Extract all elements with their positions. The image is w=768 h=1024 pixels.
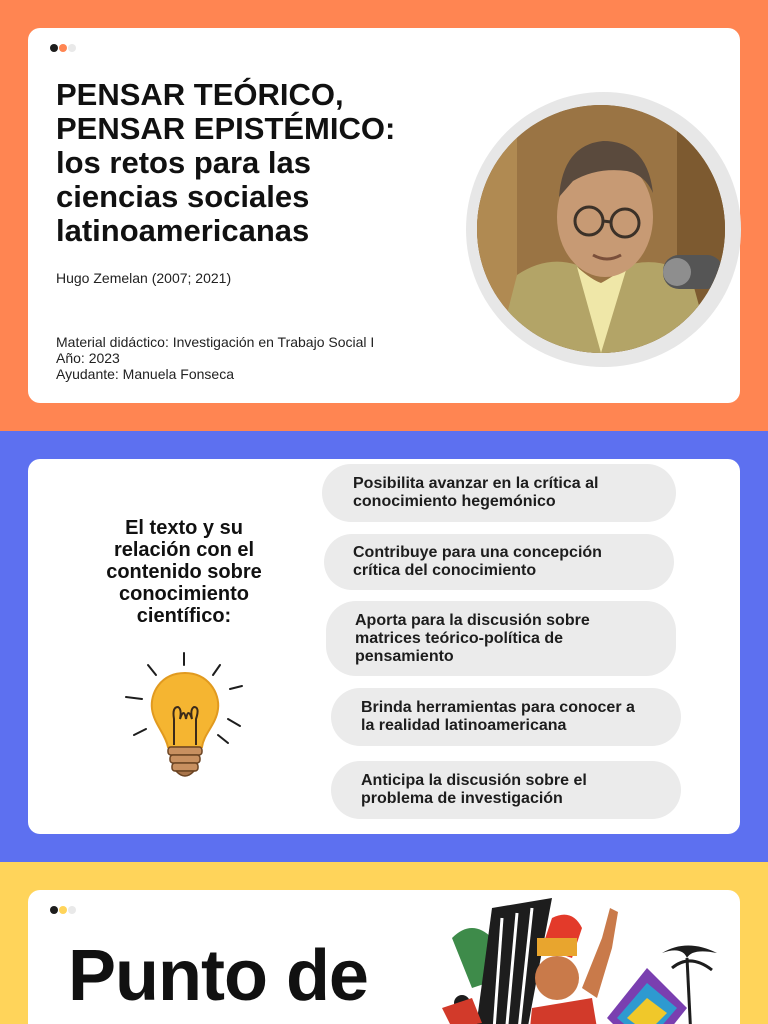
dot-orange [59,44,67,52]
summary-item [331,688,681,746]
dot-light [68,906,76,914]
heading-line: contenido sobre [106,561,262,583]
title-card [28,28,740,403]
summary-item-text: pensamiento [355,647,454,665]
summary-item-text: problema de investigación [361,790,563,807]
title-line: los retos para las [56,145,312,180]
summary-item [322,464,676,522]
summary-item-text: matrices teórico-política de [355,629,564,647]
portrait-frame [466,92,741,367]
title-line: PENSAR EPISTÉMICO: [56,111,396,146]
lightbulb-icon [120,649,250,789]
dot-yellow [59,906,67,914]
course-meta [56,334,374,382]
summary-item-text: conocimiento hegemónico [353,493,556,510]
summary-card [28,459,740,834]
section-title: Punto de [68,936,368,1016]
summary-item-text: crítica del conocimiento [353,562,537,579]
portrait-photo [477,105,725,353]
summary-item-text: la realidad latinoamericana [361,717,567,734]
meta-line: Ayudante: Manuela Fonseca [56,366,234,382]
summary-item-text: Brinda herramientas para conocer a [361,699,635,716]
title-line: PENSAR TEÓRICO, [56,77,344,112]
illustration-collage [432,898,732,1024]
meta-line: Año: 2023 [56,350,120,366]
summary-item [331,761,681,819]
dot-light [68,44,76,52]
summary-item-text: Contribuye para una concepción [353,544,602,561]
summary-item-text: Anticipa la discusión sobre el [361,772,587,789]
summary-item [326,601,676,676]
title-line: ciencias sociales [56,179,310,214]
dot-black [50,44,58,52]
summary-item-text: Posibilita avanzar en la crítica al [353,475,599,492]
title-line: latinoamericanas [56,213,310,248]
point-card [28,890,740,1024]
heading-line: El texto y su [125,517,243,539]
heading-line: científico: [136,605,232,627]
heading-line: conocimiento [118,583,249,605]
page-title [56,78,456,248]
portrait-illustration [477,105,725,353]
summary-heading [88,517,280,627]
summary-item [324,534,674,590]
window-dots [50,44,76,52]
dot-black [50,906,58,914]
meta-line: Material didáctico: Investigación en Trabajo Social I [56,334,375,350]
heading-line: relación con el [113,539,255,561]
summary-item-text: Aporta para la discusión sobre [355,611,590,629]
window-dots [50,906,76,914]
author-citation: Hugo Zemelan (2007; 2021) [56,270,232,286]
